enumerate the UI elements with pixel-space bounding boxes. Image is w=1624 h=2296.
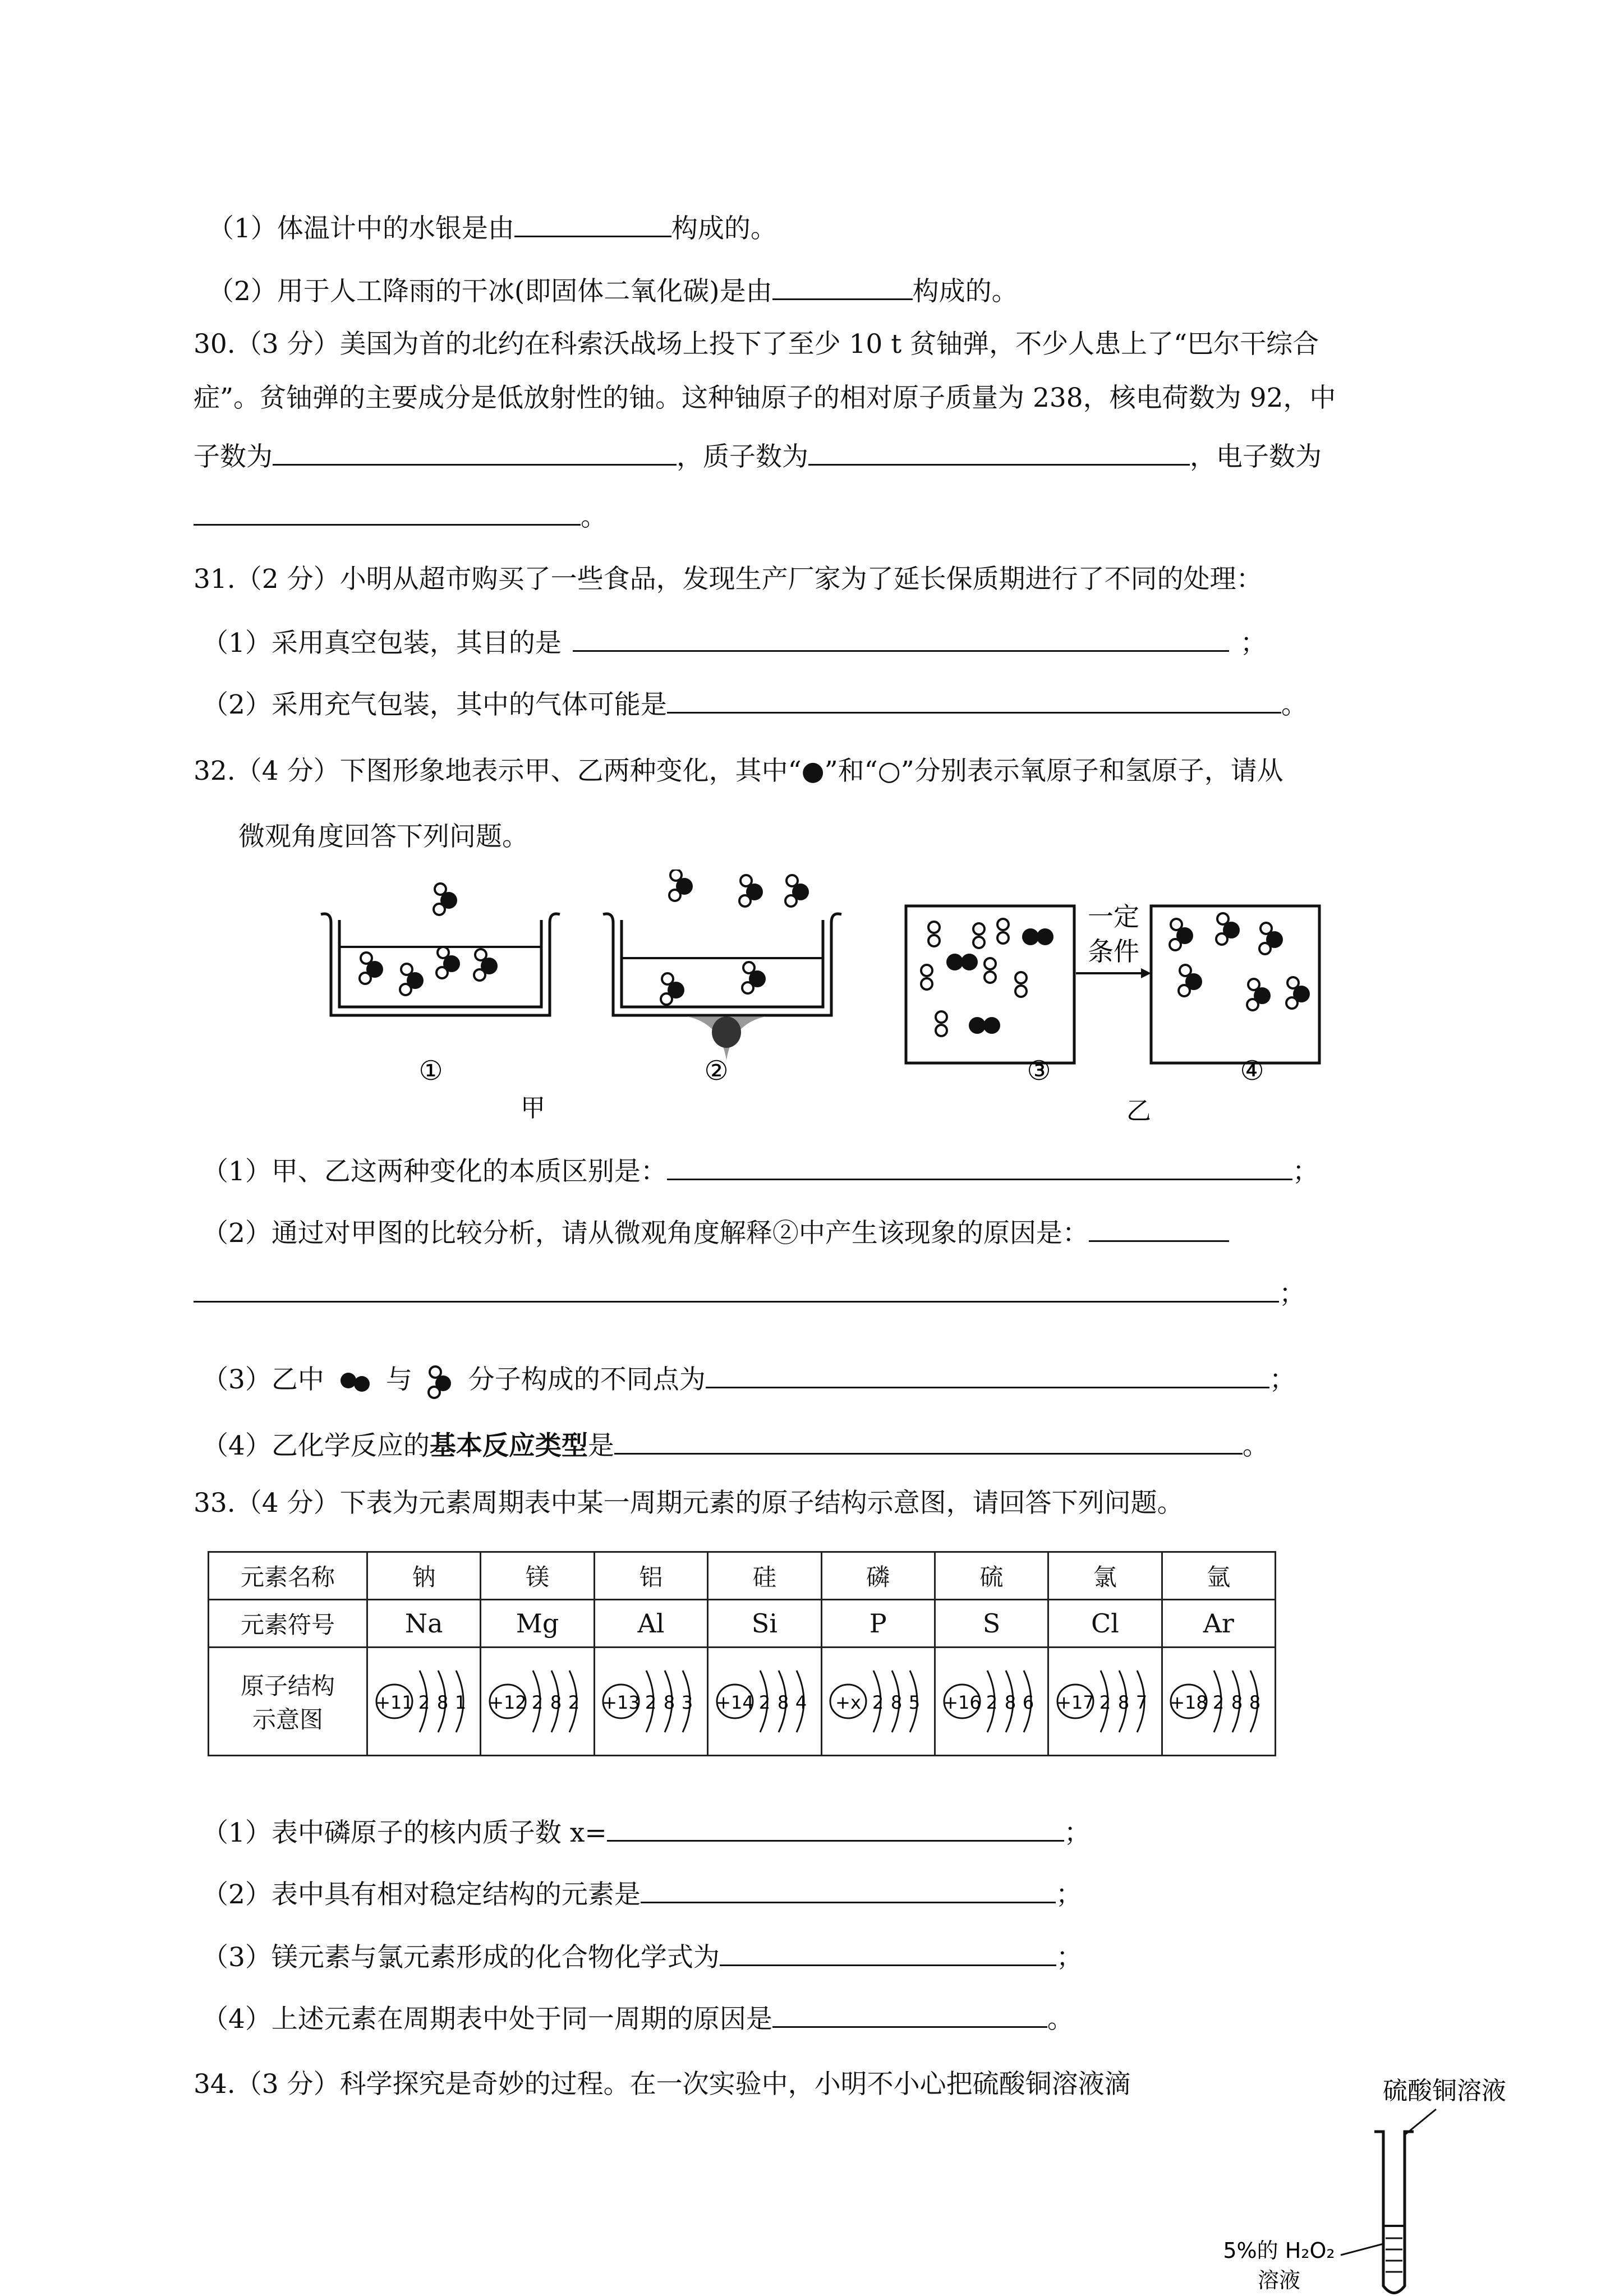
q31-sub1-post: ； bbox=[1240, 628, 1267, 659]
q29-sub1 bbox=[208, 211, 777, 246]
q31-sub2-pre: （2）采用充气包装，其中的气体可能是 bbox=[202, 689, 667, 720]
q30-line3 bbox=[194, 439, 1322, 474]
row-header bbox=[209, 1648, 367, 1756]
q30-neutron-label: 子数为 bbox=[194, 441, 273, 472]
electron-count: 3 bbox=[682, 1692, 693, 1713]
q30-line1: 30.（3 分）美国为首的北约在科索沃战场上投下了至少 10 t 贫铀弹，不少人患上了“巴尔干综合 bbox=[194, 329, 1319, 360]
group-label-jia: 甲 bbox=[521, 1094, 545, 1122]
electron-count: 8 bbox=[891, 1692, 903, 1713]
element-symbol: Na bbox=[367, 1600, 481, 1648]
h2o2-label: 5%的 H₂O₂ bbox=[1223, 2238, 1335, 2263]
beaker-2 bbox=[603, 869, 841, 1060]
atom-diagram-cell bbox=[935, 1648, 1048, 1756]
q33-sub2 bbox=[202, 1877, 1082, 1912]
electron-count: 2 bbox=[418, 1692, 430, 1713]
q32-sub1-pre: （1）甲、乙这两种变化的本质区别是： bbox=[202, 1156, 667, 1187]
label-3: ③ bbox=[1027, 1055, 1051, 1087]
element-name: 钠 bbox=[367, 1552, 481, 1600]
nucleus-charge: +12 bbox=[489, 1692, 527, 1713]
electron-count: 4 bbox=[795, 1692, 807, 1713]
q29-sub1-post: 构成的。 bbox=[671, 213, 777, 244]
q32-sub3-pre: （3）乙中 bbox=[202, 1364, 324, 1395]
electron-count: 8 bbox=[550, 1692, 562, 1713]
element-name: 氩 bbox=[1162, 1552, 1275, 1600]
element-symbol: Al bbox=[594, 1600, 707, 1648]
q32-sub1 bbox=[202, 1154, 1319, 1189]
nucleus-charge: +14 bbox=[716, 1692, 754, 1713]
table-row-diagrams bbox=[209, 1648, 1276, 1756]
arrow-label-top: 一定 bbox=[1088, 901, 1139, 932]
answer-blank[interactable] bbox=[514, 211, 671, 237]
q31-sub2 bbox=[202, 687, 1308, 722]
answer-blank[interactable] bbox=[641, 1877, 1056, 1903]
q32-sub4 bbox=[202, 1428, 1269, 1463]
group-label-yi: 乙 bbox=[1126, 1097, 1151, 1125]
q33-sub3-pre: （3）镁元素与氯元素形成的化合物化学式为 bbox=[202, 1942, 720, 1973]
q31-sub1-pre: （1）采用真空包装，其目的是 bbox=[202, 628, 562, 659]
q30-proton-label: ，质子数为 bbox=[677, 441, 808, 472]
q33-sub1-post: ； bbox=[1064, 1818, 1091, 1848]
q32-sub4-bold: 基本反应类型 bbox=[429, 1430, 588, 1461]
atom-structure-diagram bbox=[1165, 1659, 1272, 1743]
electron-count: 1 bbox=[454, 1692, 466, 1713]
element-name: 硅 bbox=[708, 1552, 821, 1600]
answer-blank[interactable] bbox=[667, 1154, 1292, 1180]
answer-blank[interactable] bbox=[607, 1815, 1064, 1842]
label-4: ④ bbox=[1240, 1055, 1264, 1087]
atom-diagram-cell bbox=[1048, 1648, 1162, 1756]
atom-diagram-cell bbox=[367, 1648, 481, 1756]
neutron-blank[interactable] bbox=[273, 439, 677, 466]
q32-sub1-post: ； bbox=[1292, 1156, 1319, 1187]
element-symbol: Cl bbox=[1048, 1600, 1162, 1648]
beaker-1 bbox=[321, 884, 560, 1015]
q29-sub2 bbox=[208, 274, 1018, 309]
electron-count: 8 bbox=[1117, 1692, 1130, 1713]
solution-label: 溶液 bbox=[1257, 2268, 1301, 2293]
element-name: 铝 bbox=[594, 1552, 707, 1600]
electron-count: 8 bbox=[1249, 1692, 1261, 1713]
q32-sub3-post: 分子构成的不同点为 bbox=[468, 1364, 706, 1395]
row-header: 元素名称 bbox=[209, 1552, 367, 1600]
answer-blank[interactable] bbox=[706, 1362, 1269, 1388]
answer-blank[interactable] bbox=[772, 274, 913, 300]
electron-count: 2 bbox=[872, 1692, 884, 1713]
atom-structure-diagram bbox=[1052, 1659, 1158, 1743]
row-header: 元素符号 bbox=[209, 1600, 367, 1648]
q33-sub4-pre: （4）上述元素在周期表中处于同一周期的原因是 bbox=[202, 2004, 772, 2035]
answer-blank[interactable] bbox=[573, 625, 1229, 652]
oxygen-molecule-icon bbox=[333, 1365, 378, 1398]
electron-count: 2 bbox=[568, 1692, 580, 1713]
q32-stem-line1: 32.（4 分）下图形象地表示甲、乙两种变化，其中“●”和“○”分别表示氧原子和氢原子，请从 bbox=[194, 756, 1283, 786]
element-symbol: Mg bbox=[481, 1600, 594, 1648]
q32-sub3-end: ； bbox=[1269, 1364, 1296, 1395]
q33-stem: 33.（4 分）下表为元素周期表中某一周期元素的原子结构示意图，请回答下列问题。 bbox=[194, 1488, 1184, 1519]
atom-diagram-cell bbox=[594, 1648, 707, 1756]
q33-sub4 bbox=[202, 2001, 1074, 2036]
q32-sub2-post: ； bbox=[1279, 1278, 1305, 1309]
nucleus-charge: +x bbox=[835, 1692, 862, 1713]
element-name: 磷 bbox=[821, 1552, 935, 1600]
electron-count: 2 bbox=[986, 1692, 997, 1713]
electron-count: 2 bbox=[758, 1692, 770, 1713]
q33-sub4-post: 。 bbox=[1047, 2004, 1074, 2035]
q31-stem: 31.（2 分）小明从超市购买了一些食品，发现生产厂家为了延长保质期进行了不同的处理： bbox=[194, 564, 1263, 595]
element-symbol: P bbox=[821, 1600, 935, 1648]
q32-figure bbox=[314, 869, 1335, 1139]
q32-sub3 bbox=[202, 1362, 1296, 1401]
electron-count: 8 bbox=[1004, 1692, 1016, 1713]
electron-count: 2 bbox=[1099, 1692, 1111, 1713]
q33-sub3-post: ； bbox=[1056, 1942, 1083, 1973]
atom-structure-diagram bbox=[371, 1659, 477, 1743]
q29-sub2-pre: （2）用于人工降雨的干冰(即固体二氧化碳)是由 bbox=[208, 276, 772, 307]
q32-stem-line2: 微观角度回答下列问题。 bbox=[238, 821, 528, 852]
q30-electron-label: ，电子数为 bbox=[1190, 441, 1322, 472]
element-symbol: Si bbox=[708, 1600, 821, 1648]
label-1: ① bbox=[418, 1055, 443, 1087]
element-symbol: Ar bbox=[1162, 1600, 1275, 1648]
q31-sub1 bbox=[202, 625, 1267, 660]
periodic-table-row bbox=[208, 1551, 1276, 1756]
nucleus-charge: +13 bbox=[602, 1692, 641, 1713]
q32-sub3-mid: 与 bbox=[385, 1364, 412, 1395]
q32-sub4-pre: （4）乙化学反应的 bbox=[202, 1430, 430, 1461]
atom-diagram-cell bbox=[708, 1648, 821, 1756]
reaction-box-after bbox=[1151, 906, 1319, 1063]
atom-diagram-cell bbox=[481, 1648, 594, 1756]
nucleus-charge: +16 bbox=[942, 1692, 981, 1713]
reaction-arrow bbox=[1076, 901, 1151, 978]
q29-sub2-post: 构成的。 bbox=[912, 276, 1018, 307]
label-2: ② bbox=[704, 1055, 729, 1087]
answer-blank[interactable] bbox=[614, 1428, 1243, 1455]
q33-sub1 bbox=[202, 1815, 1091, 1850]
q32-sub4-end: 。 bbox=[1242, 1430, 1269, 1461]
q32-sub2-cont bbox=[194, 1276, 1305, 1311]
q33-sub3 bbox=[202, 1940, 1083, 1975]
proton-blank[interactable] bbox=[808, 439, 1190, 466]
q33-sub2-pre: （2）表中具有相对稳定结构的元素是 bbox=[202, 1879, 641, 1910]
reaction-box-before bbox=[906, 906, 1074, 1063]
element-name: 氯 bbox=[1048, 1552, 1162, 1600]
nucleus-charge: +17 bbox=[1056, 1692, 1094, 1713]
test-tube-figure bbox=[1189, 2064, 1515, 2296]
electron-count: 8 bbox=[664, 1692, 675, 1713]
q32-sub2-pre: （2）通过对甲图的比较分析，请从微观角度解释②中产生该现象的原因是： bbox=[202, 1218, 1089, 1249]
q33-sub1-pre: （1）表中磷原子的核内质子数 x= bbox=[202, 1818, 607, 1848]
electron-count: 6 bbox=[1022, 1692, 1034, 1713]
answer-blank[interactable] bbox=[194, 1276, 1279, 1303]
element-name: 镁 bbox=[481, 1552, 594, 1600]
q33-sub2-post: ； bbox=[1055, 1879, 1082, 1910]
row-header-line2: 示意图 bbox=[252, 1706, 323, 1733]
answer-blank[interactable] bbox=[772, 2001, 1047, 2028]
element-name: 硫 bbox=[935, 1552, 1048, 1600]
electron-count: 2 bbox=[1213, 1692, 1225, 1713]
atom-structure-diagram bbox=[711, 1659, 818, 1743]
copper-sulfate-label: 硫酸铜溶液 bbox=[1383, 2077, 1506, 2105]
answer-blank[interactable] bbox=[1089, 1216, 1229, 1242]
q31-sub2-post: 。 bbox=[1281, 689, 1308, 720]
answer-blank[interactable] bbox=[720, 1940, 1056, 1966]
table-row-symbols bbox=[209, 1600, 1276, 1648]
row-header-line1: 原子结构 bbox=[240, 1672, 335, 1700]
nucleus-charge: +18 bbox=[1170, 1692, 1208, 1713]
atom-diagram-cell bbox=[1162, 1648, 1275, 1756]
atom-structure-diagram bbox=[825, 1659, 931, 1743]
electron-blank[interactable] bbox=[194, 499, 581, 526]
answer-blank[interactable] bbox=[667, 687, 1281, 714]
atom-structure-diagram bbox=[938, 1659, 1045, 1743]
q29-sub1-pre: （1）体温计中的水银是由 bbox=[208, 213, 514, 244]
arrow-label-bottom: 条件 bbox=[1088, 936, 1139, 967]
q30-period: 。 bbox=[581, 501, 607, 532]
electron-count: 2 bbox=[531, 1692, 544, 1713]
q32-sub2 bbox=[202, 1216, 1229, 1250]
electron-count: 8 bbox=[436, 1692, 448, 1713]
atom-structure-diagram bbox=[597, 1659, 704, 1743]
atom-structure-diagram bbox=[484, 1659, 591, 1743]
element-symbol: S bbox=[935, 1600, 1048, 1648]
electron-count: 5 bbox=[909, 1692, 921, 1713]
water-molecule-icon bbox=[421, 1362, 460, 1401]
electron-count: 2 bbox=[645, 1692, 657, 1713]
electron-count: 7 bbox=[1135, 1692, 1148, 1713]
q32-sub4-post: 是 bbox=[587, 1430, 614, 1461]
atom-diagram-cell bbox=[821, 1648, 935, 1756]
q30-line2: 症”。贫铀弹的主要成分是低放射性的铀。这种铀原子的相对原子质量为 238，核电荷数为 92，中 bbox=[194, 383, 1336, 413]
table-row-names bbox=[209, 1552, 1276, 1600]
nucleus-charge: +11 bbox=[375, 1692, 413, 1713]
q30-line4 bbox=[194, 499, 607, 534]
q34-stem: 34.（3 分）科学探究是奇妙的过程。在一次实验中，小明不小心把硫酸铜溶液滴 bbox=[194, 2069, 1131, 2100]
electron-count: 8 bbox=[777, 1692, 789, 1713]
electron-count: 8 bbox=[1231, 1692, 1243, 1713]
